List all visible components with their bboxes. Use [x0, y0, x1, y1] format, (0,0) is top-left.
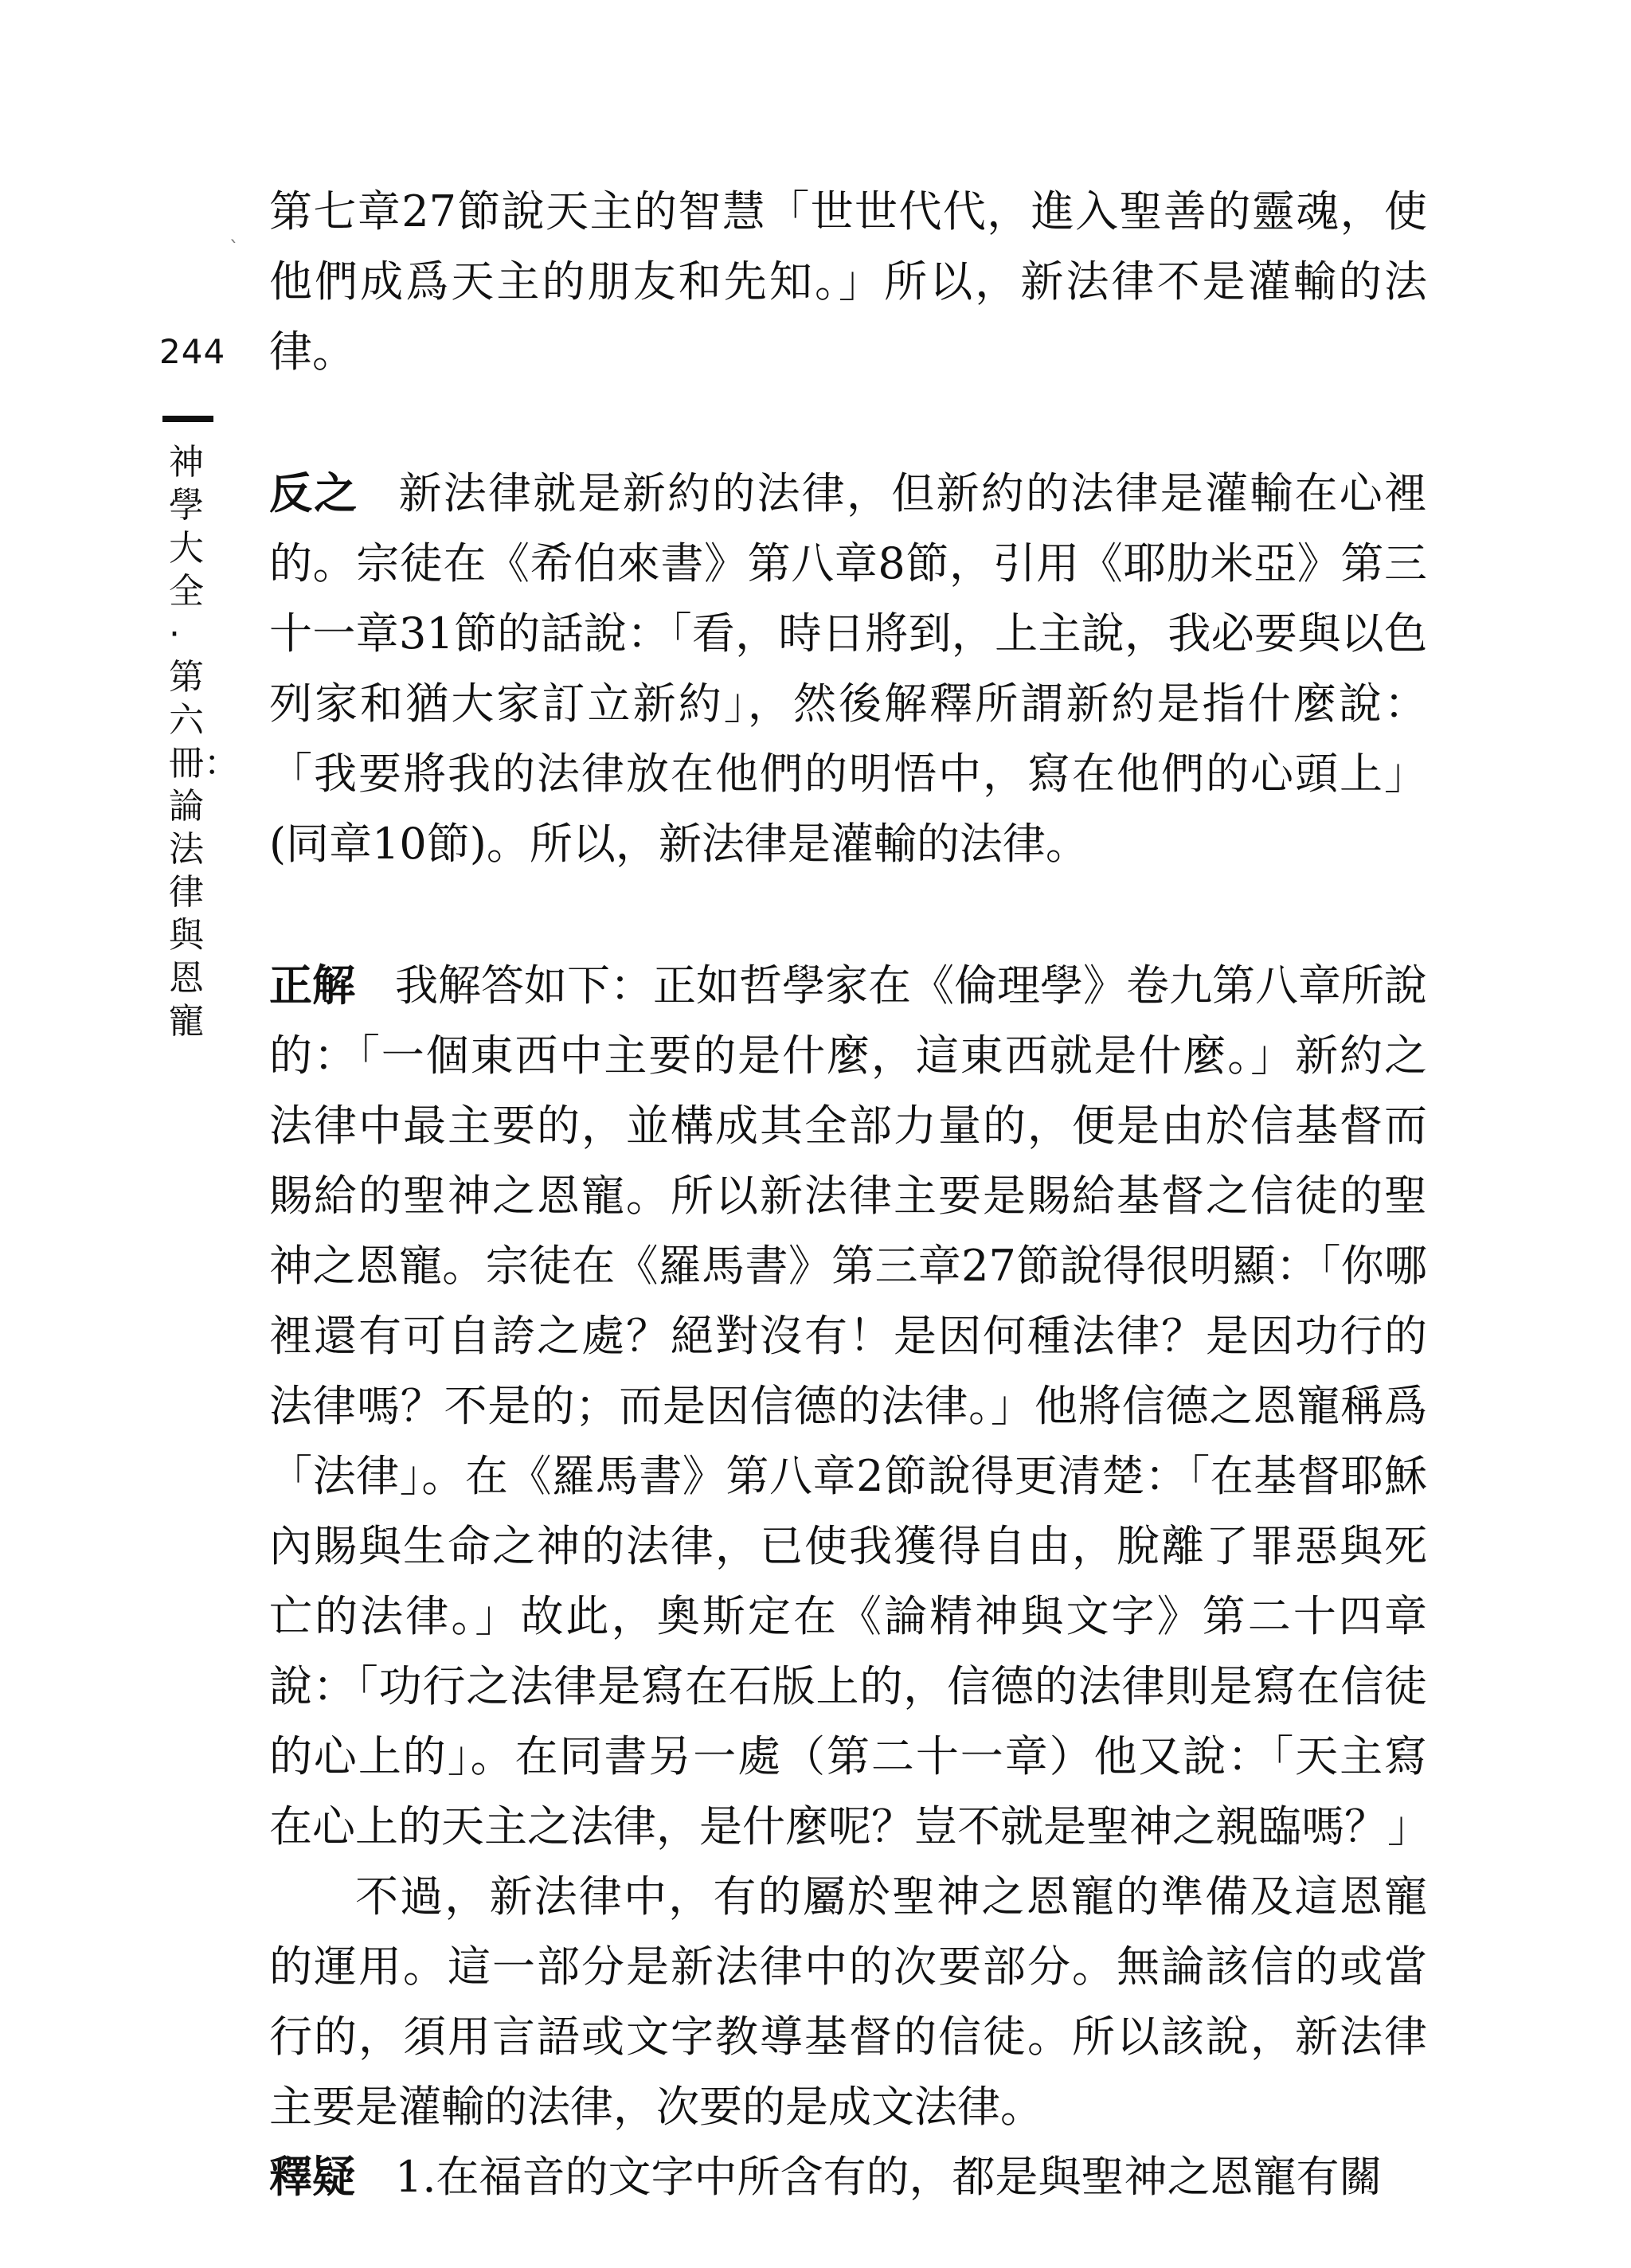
- objections-reply-paragraph: [269, 2142, 1427, 2212]
- response-paragraph: [269, 951, 1430, 1862]
- contra-label: 反之: [269, 468, 359, 518]
- contra-text: 新法律就是新約的法律，但新約的法律是灌輸在心裡的。宗徒在《希伯來書》第八章8節，引用《耶肋米亞》第三十一章31節的話說：「看，時日將到，上主說，我必要與以色列家和猶大家訂立新約」，然後解釋所謂新約是指什麼說：「我要將我的法律放在他們的明悟中，寫在他們的心頭上」(同章10節)。所以，新法律是灌輸的法律。: [269, 468, 1427, 869]
- body-text: [269, 177, 1430, 2212]
- response-label: 正解: [269, 960, 355, 1011]
- running-head: 神學大全·第六冊：論法律與恩寵: [169, 442, 239, 1042]
- margin-rule: [162, 416, 213, 422]
- page-number: 244: [159, 332, 226, 371]
- objections-reply-label: 釋疑: [269, 2152, 355, 2202]
- intro-paragraph: 第七章27節說天主的智慧「世世代代，進入聖善的靈魂，使他們成爲天主的朋友和先知。」所以，新法律不是灌輸的法律。: [269, 186, 1427, 377]
- objections-reply-text: 1.在福音的文字中所含有的，都是與聖神之恩寵有關: [395, 2152, 1383, 2202]
- scan-speck: `: [229, 237, 239, 260]
- page-margin: [156, 332, 239, 1043]
- response-text: 我解答如下：正如哲學家在《倫理學》卷九第八章所說的：「一個東西中主要的是什麼，這東西就是什麼。」新約之法律中最主要的，並構成其全部力量的，便是由於信基督而賜給的聖神之恩寵。所以新法律主要是賜給基督之信徒的聖神之恩寵。宗徒在《羅馬書》第三章27節說得很明顯：「你哪裡還有可自誇之處？絕對沒有！是因何種法律？是因功行的法律嗎？不是的；而是因信德的法律。」他將信德之恩寵稱爲「法律」。在《羅馬書》第八章2節說得更清楚：「在基督耶穌內賜與生命之神的法律，已使我獲得自由，脫離了罪惡與死亡的法律。」故此，奧斯定在《論精神與文字》第二十四章說：「功行之法律是寫在石版上的，信德的法律則是寫在信徒的心上的」。在同書另一處（第二十一章）他又說：「天主寫在心上的天主之法律，是什麼呢？豈不就是聖神之親臨嗎？」: [269, 960, 1430, 1852]
- response-continuation: 不過，新法律中，有的屬於聖神之恩寵的準備及這恩寵的運用。這一部分是新法律中的次要部分。無論該信的或當行的，須用言語或文字教導基督的信徒。所以該說，新法律主要是灌輸的法律，次要的是成文法律。: [269, 1871, 1427, 2132]
- contra-paragraph: [269, 459, 1427, 879]
